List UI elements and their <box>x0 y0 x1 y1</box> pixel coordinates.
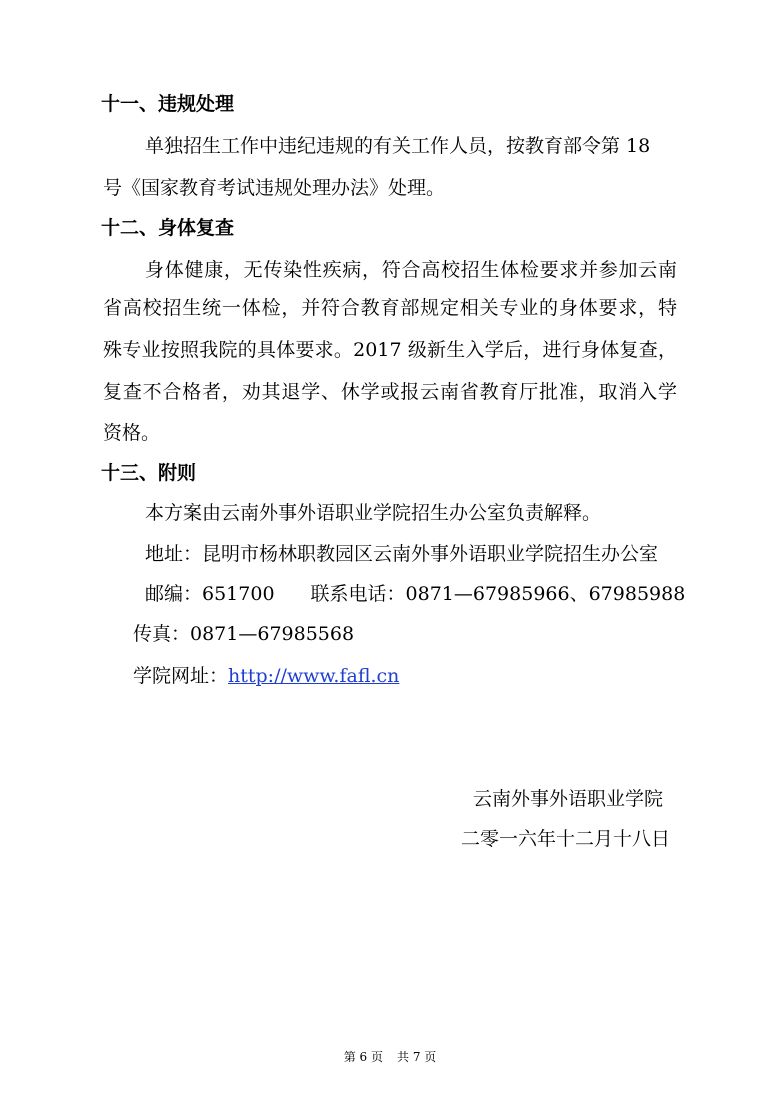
address-line: 地址：昆明市杨林职教园区云南外事外语职业学院招生办公室 <box>145 543 659 565</box>
website-label: 学院网址： <box>133 665 229 687</box>
website-line <box>133 664 399 688</box>
signature-date: 二零一六年十二月十八日 <box>461 828 671 850</box>
section-12-body-line-2: 省高校招生统一体检，并符合教育部规定相关专业的身体要求，特 <box>103 297 677 319</box>
section-11-body-line-2: 号《国家教育考试违规处理办法》处理。 <box>103 177 446 199</box>
section-12-body-line-5: 资格。 <box>103 422 161 444</box>
section-12-body-line-3: 殊专业按照我院的具体要求。2017 级新生入学后，进行身体复查， <box>103 339 677 361</box>
postcode: 邮编：651700 <box>145 583 275 605</box>
page-number: 第 6 页 <box>343 1050 383 1064</box>
section-13-heading: 十三、附则 <box>101 462 197 484</box>
section-13-body: 本方案由云南外事外语职业学院招生办公室负责解释。 <box>145 502 602 524</box>
contact-line <box>145 582 685 606</box>
section-12-body-line-1: 身体健康，无传染性疾病，符合高校招生体检要求并参加云南 <box>145 259 677 281</box>
page-footer <box>0 1050 780 1064</box>
section-11-body-line-1: 单独招生工作中违纪违规的有关工作人员，按教育部令第 18 <box>145 135 651 157</box>
signature-institution: 云南外事外语职业学院 <box>473 788 664 810</box>
section-12-body-line-4: 复查不合格者，劝其退学、休学或报云南省教育厅批准，取消入学 <box>103 381 677 403</box>
fax-line: 传真：0871—67985568 <box>133 623 355 645</box>
phone: 联系电话：0871—67985966、67985988 <box>310 583 686 605</box>
page-total: 共 7 页 <box>397 1050 437 1064</box>
section-12-heading: 十二、身体复查 <box>101 217 235 239</box>
section-11-heading: 十一、违规处理 <box>101 93 235 115</box>
website-link[interactable]: http://www.fafl.cn <box>228 665 400 687</box>
